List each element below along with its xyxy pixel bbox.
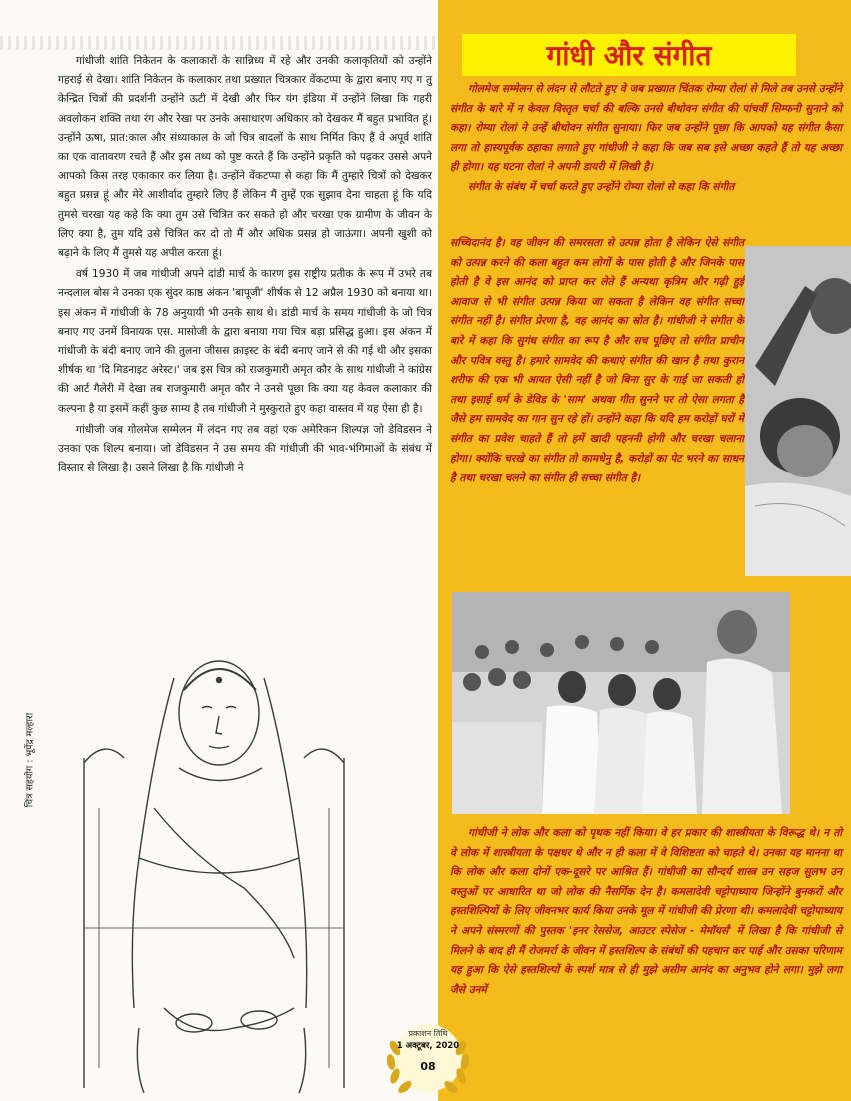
page-number: 08 xyxy=(420,1060,436,1073)
music-paragraph: गोलमेज सम्मेलन से लंदन से लौटते हुए वे जब प्रख्यात चिंतक रोम्या रोलां से मिले तब उनसे उन्होंने संगीत के बारे में न केवल विस्तृत चर्चा की बल्कि उनसे बीथोवन संगीत की पांचवीं सिम्फनी सुनाने को कहा। रोम्या रोलां ने उन्हें बीथोवन संगीत सुनाया। फिर जब उन्होंने पूछा कि आपको यह संगीत कैसा लगा तो हास्यपूर्वक ठहाका लगाते हुए गांधीजी ने कहा कि जब सब इसे अच्छा कहते हैं तो यह अच्छा ही होगा। यह घटना रोलां ने अपनी डायरी में लिखी है। xyxy=(450,83,842,174)
sketch-credit: चित्र सहयोग : भूपेंद्र मल्हारा xyxy=(24,712,36,808)
music-paragraph: गांधीजी ने लोक और कला को पृथक नहीं किया। वे हर प्रकार की शास्त्रीयता के विरूद्ध थे। न तो वे लोक में शास्त्रीयता के पक्षधर थे और न ही कला में वे विशिष्टता को चाहते थे। उनका यह मानना था कि लोक और कला दोनों एक-दूसरे पर आश्रित हैं। गांधीजी का सौन्दर्य शास्त्र उन सहज सुलभ उन वस्तुओं पर आधारित था जो लोक की नैसर्गिक देन है। कमलादेवी चट्टोपाध्याय जिन्होंने बुनकरों और हस्तशिल्पियों के लिए जीवनभर कार्य किया उनके मूल में गांधीजी की प्रेरणा थी। कमलादेवी चट्टोपाध्याय ने अपने संस्मरणों की पुस्तक 'इनर रेससेज, आउटर स्पेसेज - मेमॉयर्स' में लिखा है कि गांधीजी से मिलने के बाद ही मैं रोजमर्रा के जीवन में हस्तशिल्प के संबंधों की पहचान कर पाई और उसका परिणाम यह हुआ कि ऐसे हस्तशिल्पों के स्पर्श मात्र से ही मुझे असीम आनंद का अनुभव होने लगा। मुझे लगा जैसे उनमें xyxy=(450,827,842,996)
section-title-box xyxy=(462,34,796,76)
music-text-block-1 xyxy=(450,80,842,198)
left-paragraph: गांधीजी शांति निकेतन के कलाकारों के सान्निध्य में रहे और उनकी कलाकृतियों को उन्होंने गहराई से देखा। शांति निकेतन के कलाकार तथा प्रख्यात चित्रकार वेंकटप्पा के द्वारा बनाए गए ग तु केन्द्रित चित्रों की प्रदर्शनी उन्होंने ऊटी में देखी और फिर यंग इंडिया में उन्होंने लिखा कि गहरी अवलोकन शक्ति तथा रंग और रेखा पर उनके असाधारण अधिकार को देखकर मैं बहुत प्रभावित हूं। उन्होंने ऊषा, प्रात:काल और संध्याकाल के जो चित्र बादलों के साथ निर्मित किए हैं वे अपूर्व शांति का एक वातावरण रचते हैं और इस तथ्य को पुष्ट करते हैं कि उन्होंने प्रकृति को पढ़कर उससे अपने आपको किस तरह एकाकार कर लिया है। उन्होंने वेंकटप्पा से कहा कि मैं तुम्हारे चित्रों को देखकर बहुत प्रसन्न हूं और मेरे आशीर्वाद तुम्हारे लिए हैं लेकिन मैं तुम्हें एक सुझाव देना चाहता हूं कि यदि तुमसे चरखा यह कहे कि क्या तुम उसे चित्रित कर सकते हो और चरखा एक ग्रामीण के जीवन के लिए क्या है, तुम यदि उसे चित्रित कर दो तो मैं और अधिक प्रसन्न हो जाऊंगा। अपनी खुशी को बढ़ाने के लिए मैं तुमसे यह अपील करता हूं। xyxy=(58,55,432,260)
music-text-block-2 xyxy=(450,234,744,489)
lace-border xyxy=(0,36,438,50)
section-title: गांधी और संगीत xyxy=(546,39,712,72)
music-text-block-3 xyxy=(450,824,842,1000)
children-photo-image xyxy=(745,246,851,576)
left-article-text xyxy=(58,52,432,480)
kasturba-sketch-image xyxy=(44,628,414,1098)
music-paragraph: सच्चिदानंद है। वह जीवन की समरसता से उत्पन्न होता है लेकिन ऐसे संगीत को उत्पन्न करने की कला बहुत कम लोगों के पास होती है और जिनके पास होती है वे इस आनंद को प्राप्त कर लेते हैं अन्यथा कृत्रिम और गढ़ी हुई आवाज से भी संगीत उत्पन्न किया जा सकता है लेकिन वह संगीत सच्चा संगीत नहीं है। संगीत प्रेरणा है, वह आनंद का स्रोत है। गांधीजी ने संगीत के बारे में कहा कि सुगंध संगीत का रूप है और सच पूछिए तो संगीत प्राचीन और पवित्र वस्तु है। हमारे सामवेद की कथाएं संगीत की खान है तथा कुरान शरीफ की एक भी आयत ऐसी नहीं है जो बिना सुर के गाई जा सकती हो तथा इसाई धर्म के डेविड के 'साम' अथवा गीत सुनने पर तो ऐसा लगता है जैसे हम सामवेद का गान सुन रहे हों। उन्होंने कहा कि यदि हम करोड़ों घरों में संगीत का प्रवेश चाहते हैं तो हमें खादी पहननी होगी और चरखा चलाना होगा। क्योंकि चरखे का संगीत तो कामधेनु है, करोड़ों का पेट भरने का साधन है तथा चरखा चलने का संगीत ही सच्चा संगीत है। xyxy=(450,237,744,485)
music-paragraph: संगीत के संबंध में चर्चा करते हुए उन्होंने रोम्या रोलां से कहा कि संगीत xyxy=(468,180,735,193)
badge-label: प्रकाशन तिथि xyxy=(408,1029,448,1038)
left-paragraph: गांधीजी जब गोलमेज सम्मेलन में लंदन गए तब वहां एक अमेरिकन शिल्पज्ञ जो डेविडसन ने उनका एक शिल्प बनाया। जो डेविडसन ने उस समय की गांधीजी की भाव-भंगिमाओं के संबंध में विस्तार से लिखा है। उसने लिखा है कि गांधीजी ने xyxy=(58,423,432,475)
publication-badge xyxy=(381,1018,475,1100)
badge-date: 1 अक्टूबर, 2020 xyxy=(396,1041,460,1051)
left-paragraph: वर्ष 1930 में जब गांधीजी अपने दांडी मार्च के कारण इस राष्ट्रीय प्रतीक के रूप में उभरे तब नन्दलाल बोस ने उनका एक सुंदर काष्ठ अंकन 'बापूजी' शीर्षक से 12 अप्रैल 1930 को बनाया था। इस अंकन में गांधीजी के 78 अनुयायी भी उनके साथ थे। डांडी मार्च के समय गांधीजी के जो चित्र बनाए गए उनमें विनायक एस. मासोजी के द्वारा बनाया गया चित्र बड़ा प्रसिद्ध हुआ। इस अंकन में गांधीजी के बंदी बनाए जाने की तुलना जीसस क्राइस्ट के बंदी बनाए जाने से की गई थी और इसका शीर्षक था 'दि मिडनाइट अरेस्ट।' जब इस चित्र को राजकुमारी अमृत कौर के साथ गांधीजी ने कांग्रेस की आर्ट गैलेरी में देखा तब राजकुमारी अमृत कौर ने उनसे पूछा कि क्या यह केवल कलाकार की कल्पना है या इसमें कहीं कुछ साम्य है तब गांधीजी ने मुस्कुराते हुए कहा वास्तव में यह ऐसा ही है। xyxy=(58,268,432,415)
gandhi-gathering-photo-image xyxy=(452,592,790,814)
